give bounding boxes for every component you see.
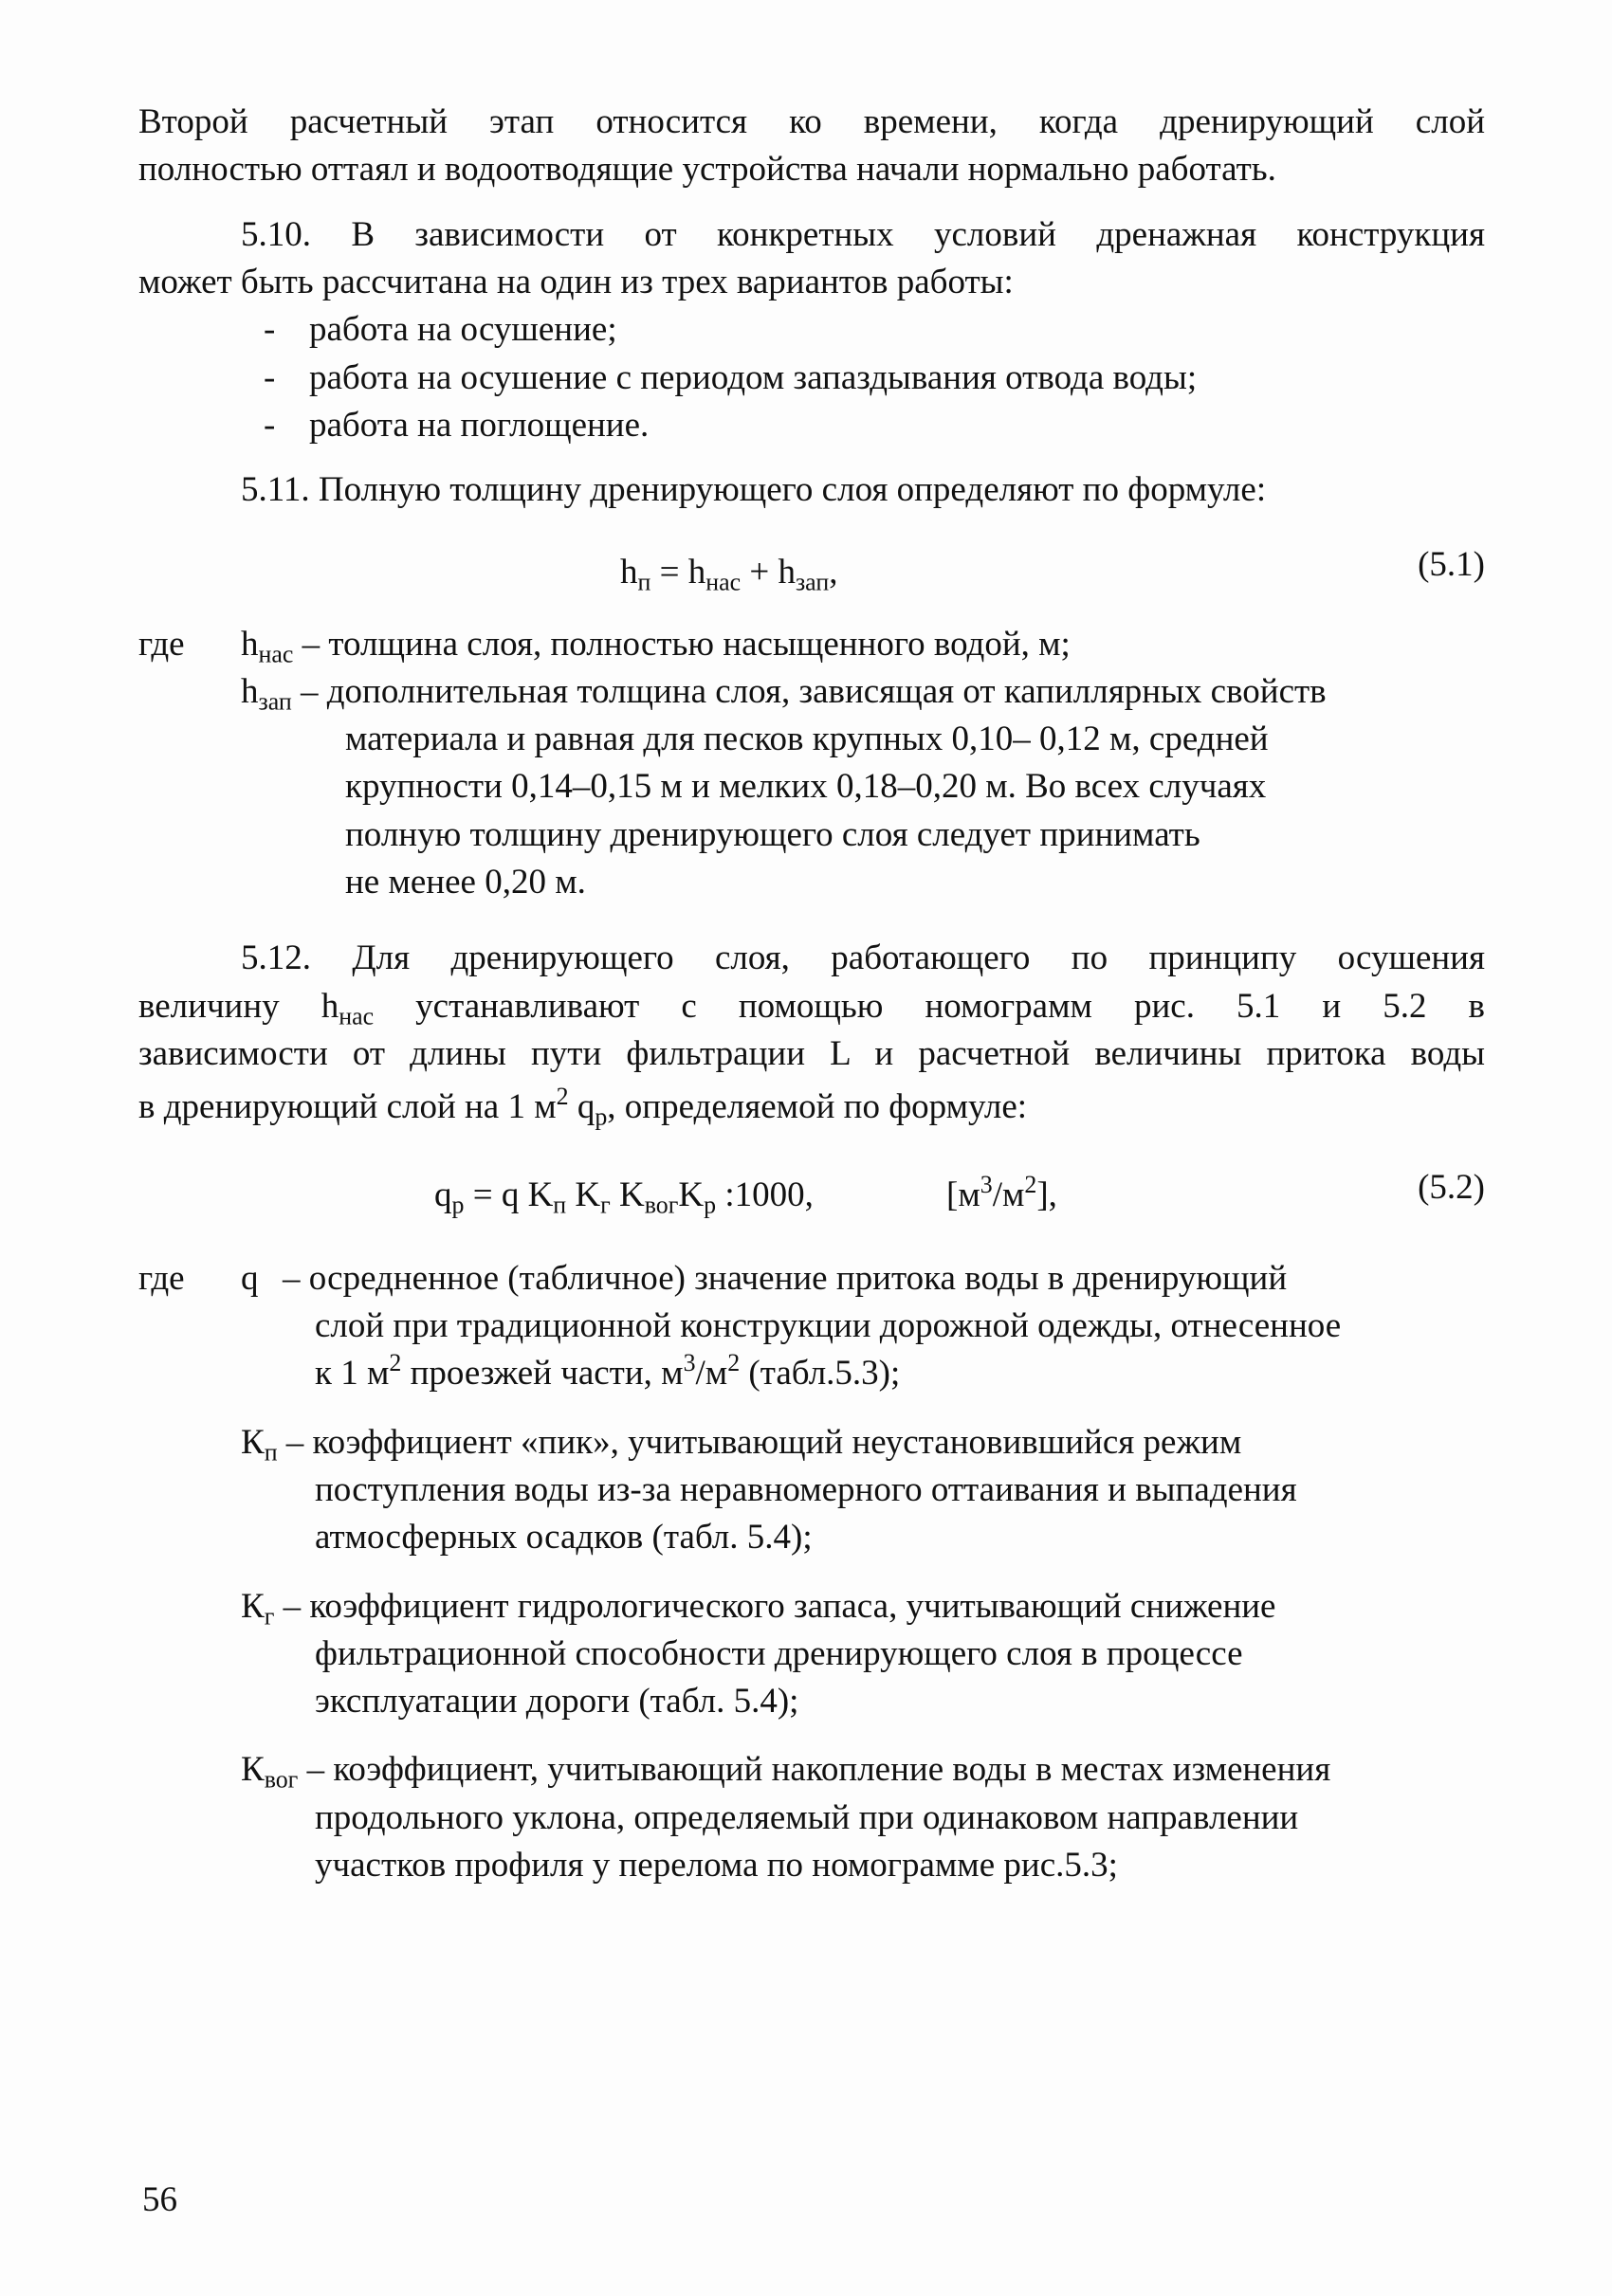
definition-text xyxy=(241,1746,1485,1889)
text-part: , определяемой по формуле: xyxy=(607,1087,1028,1127)
unit-part: [м xyxy=(946,1175,980,1214)
definition-q xyxy=(138,1255,1485,1398)
formula-part: , xyxy=(829,552,838,592)
where-label: где xyxy=(138,624,185,664)
formula-subscript: р xyxy=(451,1190,465,1218)
definition-symbol: q xyxy=(241,1258,259,1298)
definition-line: атмосферных осадков (табл. 5.4); xyxy=(315,1518,813,1558)
definition-k-p xyxy=(241,1419,1485,1562)
definition-body: – толщина слоя, полностью насыщенного водой, м; xyxy=(293,624,1071,664)
formula-5-1-number: (5.1) xyxy=(1418,544,1485,584)
list-dash: - xyxy=(264,310,276,350)
formula-5-2-expression xyxy=(434,1172,814,1219)
text-part: в дренирующий слой на 1 м xyxy=(138,1087,557,1127)
formula-subscript: зап xyxy=(795,567,830,595)
formula-part: + h xyxy=(741,552,796,592)
definition-line: крупности 0,14–0,15 м и мелких 0,18–0,20 м. Во всех случаях xyxy=(345,767,1267,807)
definition-line: продольного уклона, определяемый при одинаковом направлении xyxy=(315,1797,1299,1837)
definition-body: – коэффициент гидрологического запаса, учитывающий снижение xyxy=(274,1586,1276,1626)
text-part: проезжей части, м xyxy=(401,1354,684,1394)
definition-line: поступления воды из-за неравномерного оттаивания и выпадения xyxy=(315,1469,1297,1509)
list-item xyxy=(138,402,1485,449)
definition-line: не менее 0,20 м. xyxy=(345,863,586,902)
definition-line xyxy=(241,1583,1485,1631)
formula-subscript: г xyxy=(600,1190,611,1218)
intro-line-1: Второй расчетный этап относится ко времени, когда дренирующий слой xyxy=(138,102,1485,141)
definition-line: эксплуатации дороги (табл. 5.4); xyxy=(315,1682,799,1722)
definition-text xyxy=(241,668,1485,907)
formula-5-2-number: (5.2) xyxy=(1418,1167,1485,1207)
definition-subscript: нас xyxy=(258,639,294,667)
formula-5-2-unit xyxy=(946,1172,1057,1219)
page-number: 56 xyxy=(142,2180,177,2219)
definition-line: – осредненное (табличное) значение притока воды в дренирующий xyxy=(283,1258,1288,1298)
definition-symbol: К xyxy=(241,1422,265,1462)
list-item-text: работа на осушение с периодом запаздывания отвода воды; xyxy=(309,357,1198,397)
formula-part: = q K xyxy=(464,1175,554,1214)
section-5-12-line-4 xyxy=(138,1084,1485,1131)
definition-subscript: г xyxy=(264,1601,275,1630)
definition-text xyxy=(241,621,1485,668)
formula-subscript: п xyxy=(637,567,651,595)
formula-5-1-expression xyxy=(620,549,837,596)
text-superscript: 2 xyxy=(556,1083,569,1111)
where-label: где xyxy=(138,1258,185,1298)
section-5-12-line-2 xyxy=(138,983,1485,1030)
list-item-text: работа на поглощение. xyxy=(309,405,650,445)
section-5-12-line-3: зависимости от длины пути фильтрации L и расчетной величины притока воды xyxy=(138,1034,1485,1073)
text-part: q xyxy=(568,1087,595,1127)
text-superscript: 3 xyxy=(683,1349,696,1377)
unit-superscript: 3 xyxy=(980,1170,993,1198)
formula-5-2 xyxy=(138,1164,1485,1227)
definition-subscript: зап xyxy=(258,687,292,716)
definition-body: – дополнительная толщина слоя, зависящая от капиллярных свойств xyxy=(291,671,1327,711)
definition-line xyxy=(241,668,1485,716)
formula-symbol: q xyxy=(434,1175,452,1214)
definition-line: полную толщину дренирующего слоя следует принимать xyxy=(345,814,1200,854)
definition-text xyxy=(241,1583,1485,1726)
definition-h-zap xyxy=(241,668,1485,907)
definition-body: – коэффициент, учитывающий накопление воды в местах изменения xyxy=(298,1750,1331,1790)
page-content xyxy=(138,99,1485,1889)
unit-part: /м xyxy=(992,1175,1025,1214)
formula-part: K xyxy=(610,1175,645,1214)
definition-line: участков профиля у перелома по номограмме рис.5.3; xyxy=(315,1846,1118,1886)
definition-symbol: h xyxy=(241,671,259,711)
text-part: устанавливают с помощью номограмм рис. 5.1 и 5.2 в xyxy=(374,986,1485,1026)
list-dash: - xyxy=(264,405,276,445)
definition-line xyxy=(283,1350,1485,1397)
formula-symbol: h xyxy=(620,552,638,592)
definition-k-vog xyxy=(241,1746,1485,1889)
section-5-10-line-2: может быть рассчитана на один из трех вариантов работы: xyxy=(138,262,1014,301)
text-subscript: нас xyxy=(339,1001,375,1030)
text-superscript: 2 xyxy=(727,1349,741,1377)
definition-symbol: К xyxy=(241,1586,265,1626)
definition-line xyxy=(241,1746,1485,1794)
formula-5-1 xyxy=(138,541,1485,604)
intro-line-2: полностью оттаял и водоотводящие устройства начали нормально работать. xyxy=(138,150,1276,190)
definition-symbol: h xyxy=(241,624,259,664)
section-5-11-line-1: 5.11. Полную толщину дренирующего слоя определяют по формуле: xyxy=(241,470,1267,510)
definition-line: материала и равная для песков крупных 0,10– 0,12 м, средней xyxy=(345,720,1269,759)
text-part: величину h xyxy=(138,986,339,1026)
formula-subscript: р xyxy=(704,1190,717,1218)
list-dash: - xyxy=(264,357,276,397)
definition-line: фильтрационной способности дренирующего слоя в процессе xyxy=(315,1633,1243,1673)
text-part: (табл.5.3); xyxy=(740,1354,901,1394)
list-item-text: работа на осушение; xyxy=(309,310,617,350)
definition-h-nas xyxy=(138,621,1485,668)
work-variants-list xyxy=(138,306,1485,449)
section-5-12-line-1: 5.12. Для дренирующего слоя, работающего по принципу осушения xyxy=(241,938,1485,978)
section-5-10-line-1: 5.10. В зависимости от конкретных условий дренажная конструкция xyxy=(241,214,1485,254)
definition-text xyxy=(283,1255,1485,1398)
formula-part: :1000, xyxy=(716,1175,814,1214)
unit-part: ], xyxy=(1036,1175,1057,1214)
definition-body: – коэффициент «пик», учитывающий неустановившийся режим xyxy=(277,1422,1242,1462)
definition-subscript: п xyxy=(264,1437,278,1466)
text-superscript: 2 xyxy=(389,1349,402,1377)
formula-part: = h xyxy=(650,552,706,592)
formula-part: K xyxy=(566,1175,601,1214)
definition-symbol: К xyxy=(241,1750,265,1790)
formula-subscript: нас xyxy=(705,567,742,595)
text-subscript: р xyxy=(595,1102,608,1131)
definition-line xyxy=(241,1419,1485,1467)
list-item xyxy=(138,355,1485,402)
definition-subscript: вог xyxy=(264,1765,299,1794)
text-part: к 1 м xyxy=(315,1354,390,1394)
formula-part: K xyxy=(678,1175,705,1214)
definition-k-g xyxy=(241,1583,1485,1726)
formula-subscript: п xyxy=(553,1190,567,1218)
definition-text xyxy=(241,1419,1485,1562)
definition-line: слой при традиционной конструкции дорожной одежды, отнесенное xyxy=(315,1305,1342,1345)
unit-superscript: 2 xyxy=(1024,1170,1037,1198)
text-part: /м xyxy=(695,1354,728,1394)
formula-subscript: вог xyxy=(644,1190,679,1218)
list-item xyxy=(138,306,1485,354)
